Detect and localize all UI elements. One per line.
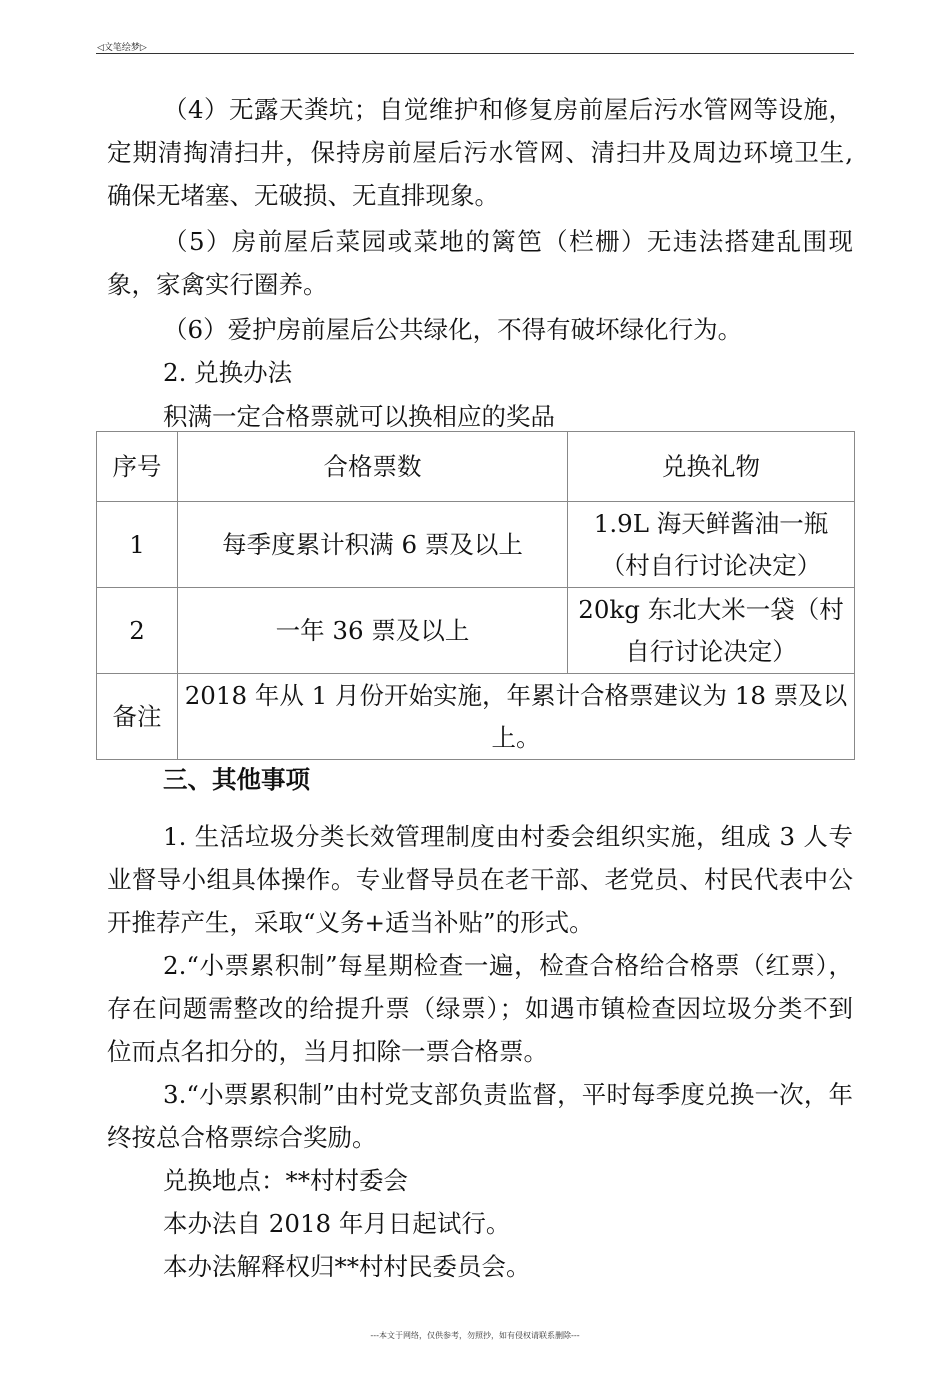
paragraph-item-4: （4）无露天粪坑；自觉维护和修复房前屋后污水管网等设施，定期清掏清扫井，保持房前屋后污水管网、清扫井及周边环境卫生, 确保无堵塞、无破损、无直排现象。 — [107, 95, 853, 210]
paragraph-item-6: （6）爱护房前屋后公共绿化，不得有破坏绿化行为。 — [163, 315, 743, 344]
section3-item-3: 3.“小票累积制”由村党支部负责监督，平时每季度兑换一次，年终按总合格票综合奖励。 — [107, 1080, 853, 1152]
exchange-table — [96, 431, 855, 760]
table-note-row — [97, 674, 855, 760]
table-header-cell: 序号 — [97, 432, 178, 502]
table-header-cell: 合格票数 — [178, 432, 568, 502]
table-cell-gift: 20kg 东北大米一袋（村自行讨论决定） — [568, 588, 855, 674]
paragraph-item-5: （5）房前屋后菜园或菜地的篱笆（栏栅）无违法搭建乱围现象，家禽实行圈养。 — [107, 227, 853, 299]
table-header-cell: 兑换礼物 — [568, 432, 855, 502]
table-row — [97, 502, 855, 588]
section3-item-2: 2.“小票累积制”每星期检查一遍，检查合格给合格票（红票），存在问题需整改的给提升票（绿票）；如遇市镇检查因垃圾分类不到位而点名扣分的，当月扣除一票合格票。 — [107, 951, 853, 1066]
exchange-place: 兑换地点：**村村委会 — [163, 1166, 408, 1195]
table-cell-gift: 1.9L 海天鲜酱油一瓶（村自行讨论决定） — [568, 502, 855, 588]
table-cell-no: 2 — [97, 588, 178, 674]
exchange-intro: 积满一定合格票就可以换相应的奖品 — [163, 402, 555, 431]
exchange-heading: 2. 兑换办法 — [163, 358, 293, 387]
table-cell-votes: 一年 36 票及以上 — [178, 588, 568, 674]
interpretation-right: 本办法解释权归**村村民委员会。 — [163, 1252, 531, 1281]
section3-title: 三、其他事项 — [163, 765, 310, 794]
header-rule — [96, 53, 854, 54]
table-row — [97, 588, 855, 674]
header-tag: ◁文笔绘梦▷ — [97, 43, 147, 53]
table-cell-no: 1 — [97, 502, 178, 588]
table-note-label: 备注 — [97, 674, 178, 760]
table-header-row — [97, 432, 855, 502]
table-cell-votes: 每季度累计积满 6 票及以上 — [178, 502, 568, 588]
section3-item-1: 1. 生活垃圾分类长效管理制度由村委会组织实施，组成 3 人专业督导小组具体操作。专业督导员在老干部、老党员、村民代表中公开推荐产生，采取“义务+适当补贴”的形式。 — [107, 822, 853, 937]
trial-date: 本办法自 2018 年月日起试行。 — [163, 1209, 511, 1238]
footer-disclaimer: ---本文于网络，仅供参考，勿照抄，如有侵权请联系删除--- — [370, 1331, 580, 1340]
table-note-text: 2018 年从 1 月份开始实施，年累计合格票建议为 18 票及以上。 — [178, 674, 855, 760]
